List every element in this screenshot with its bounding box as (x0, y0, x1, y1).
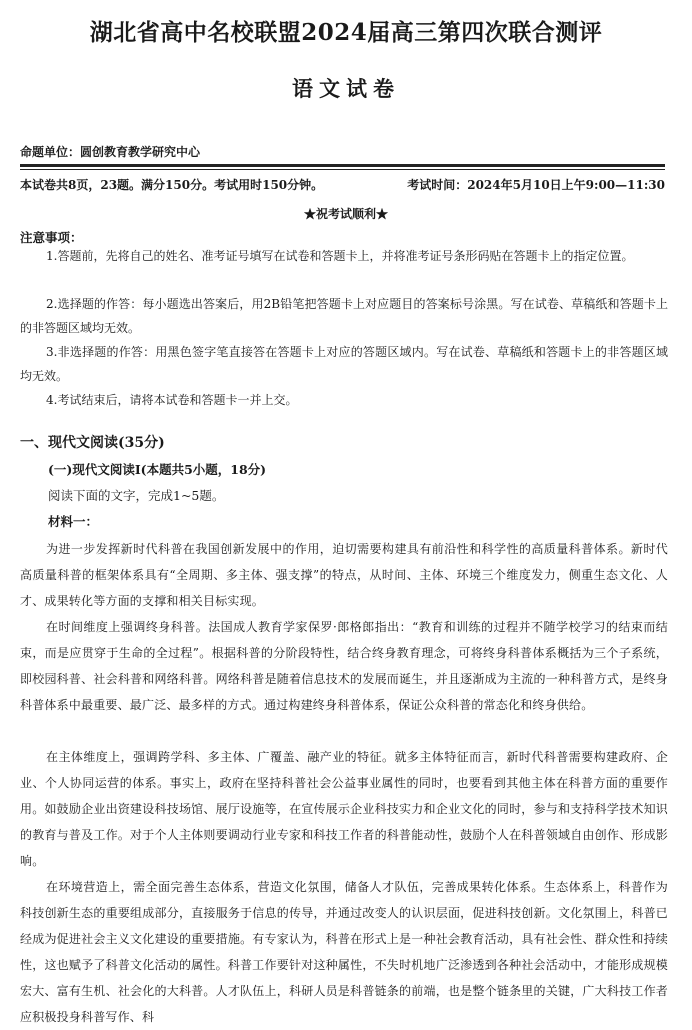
material-paragraph: 在时间维度上强调终身科普。法国成人教育学家保罗·郎格郎指出：“教育和训练的过程并不随学校学习的结束而结束，而是应贯穿于生命的全过程”。根据科普的分阶段特性，结合终身教育理念，可将终身科普体系概括为三个子系统，即校园科普、社会科普和网络科普。网络科普是随着信息技术的发展而诞生，并且逐渐成为主流的一种科普方式，是终身科普体系中最重要、最广泛、最多样的方式。通过构建终身科普体系，保证公众科普的常态化和终身供给。 (20, 620, 668, 712)
material-paragraph: 在环境营造上，需全面完善生态体系，营造文化氛围，储备人才队伍，完善成果转化体系。生态体系上，科普作为科技创新生态的重要组成部分，直接服务于信息的传导，并通过改变人的认识层面，促进科技创新。文化氛围上，科普已经成为促进社会主义文化建设的重要措施。有专家认为，科普在形式上是一种社会教育活动，具有社会性、群众性和持续性，这也赋予了科普文化活动的属性。科普工作要针对这种属性，不失时机地广泛渗透到各种社会活动中，才能形成规模宏大、富有生机、社会化的大科普。人才队伍上，科研人员是科普链条的前端，也是整个链条里的关键，广大科技工作者应积极投身科普写作、科 (20, 880, 668, 1024)
note-item: 1.答题前，先将自己的姓名、准考证号填写在试卷和答题卡上，并将准考证号条形码贴在答题卡上的指定位置。 (46, 249, 634, 263)
section-heading: 一、现代文阅读(35分) (20, 435, 165, 451)
notes-heading: 注意事项： (20, 230, 83, 245)
material-paragraph: 为进一步发挥新时代科普在我国创新发展中的作用，迫切需要构建具有前沿性和科学性的高质量科普体系。新时代高质量科普的框架体系具有“全周期、多主体、强支撑”的特点，从时间、主体、环境三个维度发力，侧重生态文化、人才、成果转化等方面的支撑和相关目标实现。 (20, 542, 668, 608)
good-luck-banner: ★祝考试顺利★ (303, 207, 388, 221)
exam-time-info: 考试时间：2024年5月10日上午9:00—11:30 (407, 178, 665, 192)
header-divider-thick (20, 164, 665, 167)
exam-org: 命题单位：圆创教育教学研究中心 (20, 145, 201, 159)
exam-subject: 语文试卷 (292, 76, 400, 101)
exam-title: 湖北省高中名校联盟2024届高三第四次联合测评 (89, 19, 603, 46)
exam-length-info: 本试卷共8页，23题。满分150分。考试用时150分钟。 (20, 178, 324, 192)
material-label: 材料一： (48, 514, 99, 529)
header-divider-thin (20, 169, 665, 170)
reading-instruction: 阅读下面的文字，完成1~5题。 (48, 488, 225, 503)
material-paragraph: 在主体维度上，强调跨学科、多主体、广覆盖、融产业的特征。就多主体特征而言，新时代科普需要构建政府、企业、个人协同运营的体系。事实上，政府在坚持科普社会公益事业属性的同时，也要看到其他主体在科普方面的重要作用。如鼓励企业出资建设科技场馆、展厅设施等，在宣传展示企业科技实力和企业文化的同时，参与和支持科学技术知识的教育与普及工作。对于个人主体则要调动行业专家和科技工作者的科普能动性，鼓励个人在科普领域自由创作、形成影响。 (20, 750, 668, 868)
note-item: 2.选择题的作答：每小题选出答案后，用2B铅笔把答题卡上对应题目的答案标号涂黑。写在试卷、草稿纸和答题卡上的非答题区域均无效。 (20, 297, 668, 335)
note-item: 3.非选择题的作答：用黑色签字笔直接答在答题卡上对应的答题区域内。写在试卷、草稿纸和答题卡上的非答题区域均无效。 (20, 345, 668, 383)
note-item: 4.考试结束后，请将本试卷和答题卡一并上交。 (46, 393, 298, 407)
sub-section-heading: (一)现代文阅读Ⅰ(本题共5小题，18分) (48, 462, 267, 477)
